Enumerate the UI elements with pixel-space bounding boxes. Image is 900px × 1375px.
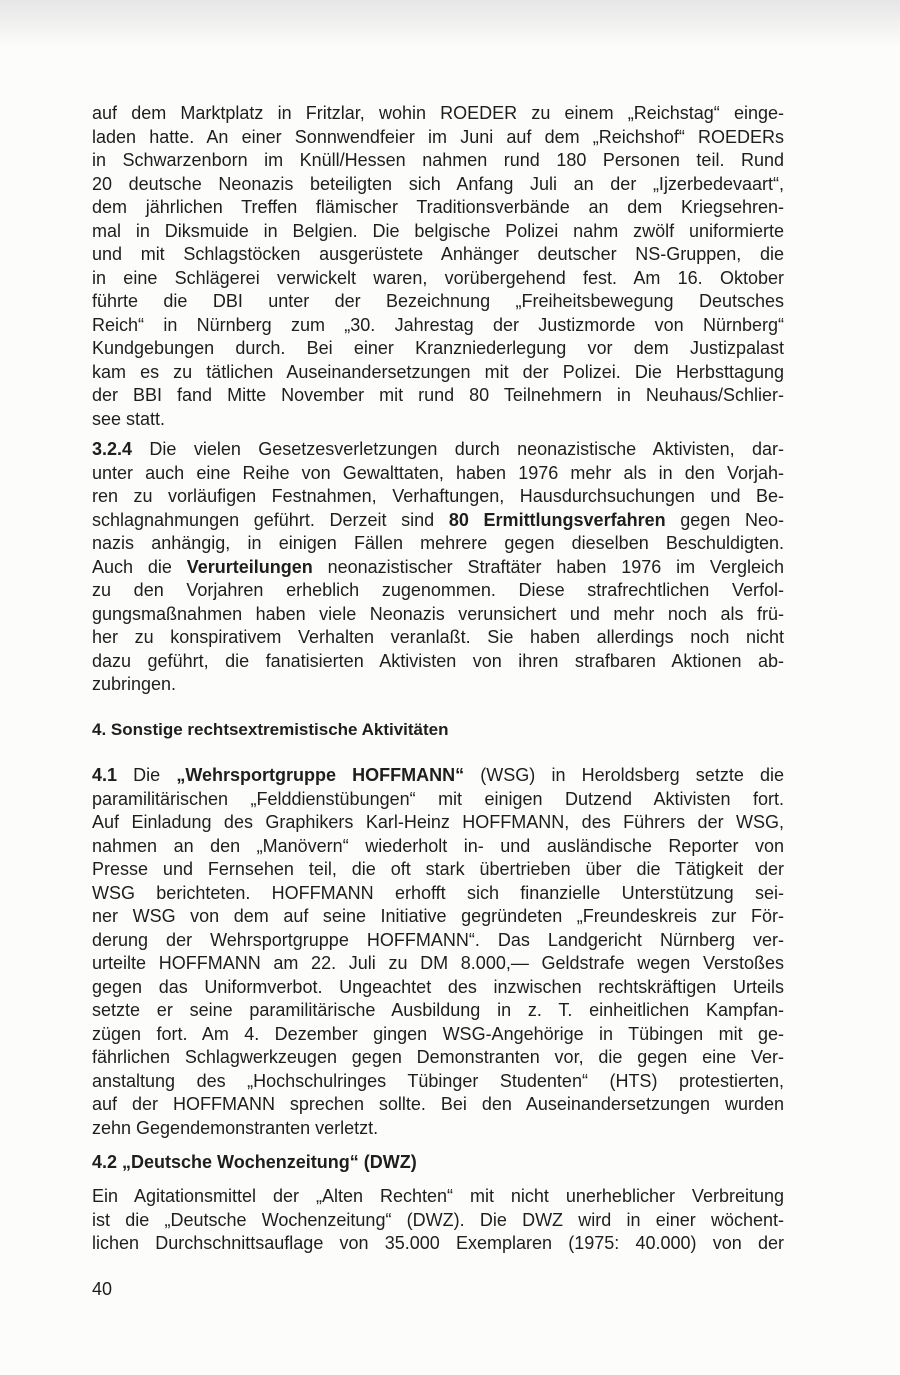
text-line: ner WSG von dem auf seine Initiative gegründeten „Freundeskreis zur För- — [92, 906, 784, 926]
text-line: nazis anhängig, in einigen Fällen mehrere gegen dieselben Beschuldigten. — [92, 533, 784, 553]
text-line: her zu konspirativem Verhalten veranlaßt. Sie haben allerdings noch nicht — [92, 627, 784, 647]
text-line: in eine Schlägerei verwickelt waren, vorübergehend fest. Am 16. Oktober — [92, 267, 784, 288]
text-line: see statt. — [92, 408, 166, 429]
text-segment: Die vielen Gesetzesverletzungen durch neonazistische Aktivisten, dar- — [132, 439, 784, 459]
text-line: 20 deutsche Neonazis beteiligten sich Anfang Juli an der „Ijzerbedevaart“, — [92, 173, 784, 194]
section-heading-4-2: 4.2 „Deutsche Wochenzeitung“ (DWZ) — [92, 1152, 417, 1172]
paragraph-3-2-4 — [92, 438, 784, 697]
section-heading-4: 4. Sonstige rechtsextremistische Aktivitäten — [92, 720, 449, 739]
text-line: derung der Wehrsportgruppe HOFFMANN“. Das Landgericht Nürnberg ver- — [92, 929, 784, 950]
text-line: urteilte HOFFMANN am 22. Juli zu DM 8.000,— Geldstrafe wegen Verstoßes — [92, 953, 784, 973]
paragraph-roeder-events — [92, 102, 784, 431]
text-line: Presse und Fernsehen teil, die oft stark übertrieben über die Tätigkeit der — [92, 859, 784, 879]
text-line: zügen fort. Am 4. Dezember gingen WSG-Angehörige in Tübingen mit ge- — [92, 1023, 784, 1044]
emphasis-text: „Wehrsportgruppe HOFFMANN“ — [176, 765, 465, 785]
text-line: unter auch eine Reihe von Gewalttaten, haben 1976 mehr als in den Vorjah- — [92, 462, 784, 483]
text-line: Ein Agitationsmittel der „Alten Rechten“ mit nicht unerheblicher Verbreitung — [92, 1186, 784, 1206]
text-line: paramilitärischen „Felddienstübungen“ mit einigen Dutzend Aktivisten fort. — [92, 788, 784, 809]
scan-shadow — [0, 0, 900, 48]
text-segment: neonazistischer Straftäter haben 1976 im Vergleich — [312, 556, 784, 577]
text-line: nahmen an den „Manövern“ wiederholt in- und ausländische Reporter von — [92, 835, 784, 856]
text-segment: (WSG) in Heroldsberg setzte die — [464, 765, 785, 785]
text-line: lichen Durchschnittsauflage von 35.000 Exemplaren (1975: 40.000) von der — [92, 1233, 784, 1253]
text-line: gegen das Uniformverbot. Ungeachtet des inzwischen rechtskräftigen Urteils — [92, 976, 784, 997]
text-line — [92, 764, 784, 788]
text-line: dazu geführt, die fanatisierten Aktivisten von ihren strafbaren Aktionen ab- — [92, 650, 784, 671]
text-line: kam es zu tätlichen Auseinandersetzungen mit der Polizei. Die Herbsttagung — [92, 361, 784, 382]
text-line: auf der HOFFMANN sprechen sollte. Bei den Auseinandersetzungen wurden — [92, 1094, 784, 1114]
text-line: Auf Einladung des Graphikers Karl-Heinz HOFFMANN, des Führers der WSG, — [92, 812, 784, 832]
text-line: zehn Gegendemonstranten verletzt. — [92, 1117, 379, 1138]
text-segment: Die — [117, 765, 177, 785]
text-line: anstaltung des „Hochschulringes Tübinger Studenten“ (HTS) protestierten, — [92, 1070, 784, 1091]
text-line: Kundgebungen durch. Bei einer Kranzniederlegung vor dem Justizpalast — [92, 338, 784, 358]
text-line: zu den Vorjahren erheblich zugenommen. Diese strafrechtlichen Verfol- — [92, 580, 784, 600]
paragraph-4-1 — [92, 764, 784, 1140]
section-number: 3.2.4 — [92, 439, 133, 459]
text-segment: schlagnahmungen geführt. Derzeit sind — [92, 509, 449, 530]
text-line: WSG berichteten. HOFFMANN erhofft sich finanzielle Unterstützung sei- — [92, 882, 784, 903]
paragraph-dwz — [92, 1185, 784, 1256]
text-line: zubringen. — [92, 674, 177, 694]
emphasis-text: 80 Ermittlungsverfahren — [448, 509, 666, 530]
text-line — [92, 556, 784, 580]
text-line: ist die „Deutsche Wochenzeitung“ (DWZ). Die DWZ wird in einer wöchent- — [92, 1209, 784, 1230]
text-line: ren zu vorläufigen Festnahmen, Verhaftungen, Hausdurchsuchungen und Be- — [92, 486, 784, 506]
text-line — [92, 438, 784, 462]
text-line: setzte er seine paramilitärische Ausbildung in z. T. einheitlichen Kampfan- — [92, 1000, 784, 1020]
text-line: und mit Schlagstöcken ausgerüstete Anhänger deutscher NS-Gruppen, die — [92, 244, 784, 264]
text-segment: gegen Neo- — [665, 509, 784, 530]
text-line: laden hatte. An einer Sonnwendfeier im Juni auf dem „Reichshof“ ROEDERs — [92, 126, 784, 147]
text-line: führte die DBI unter der Bezeichnung „Freiheitsbewegung Deutsches — [92, 291, 784, 311]
text-line: gungsmaßnahmen haben viele Neonazis verunsichert und mehr noch als frü- — [92, 603, 784, 624]
text-line: fährlichen Schlagwerkzeugen gegen Demonstranten vor, die gegen eine Ver- — [92, 1047, 784, 1067]
section-number: 4.1 — [92, 765, 118, 785]
text-segment: Auch die — [92, 556, 187, 577]
text-line: der BBI fand Mitte November mit rund 80 Teilnehmern in Neuhaus/Schlier- — [92, 385, 784, 405]
emphasis-text: Verurteilungen — [186, 556, 313, 577]
text-line: dem jährlichen Treffen flämischer Traditionsverbände an dem Kriegsehren- — [92, 197, 784, 217]
text-line: auf dem Marktplatz in Fritzlar, wohin ROEDER zu einem „Reichstag“ einge- — [92, 103, 784, 123]
text-line — [92, 509, 784, 533]
text-line: mal in Diksmuide in Belgien. Die belgische Polizei nahm zwölf uniformierte — [92, 220, 784, 241]
page-number: 40 — [92, 1279, 113, 1299]
text-line: Reich“ in Nürnberg zum „30. Jahrestag der Justizmorde von Nürnberg“ — [92, 314, 784, 335]
text-line: in Schwarzenborn im Knüll/Hessen nahmen rund 180 Personen teil. Rund — [92, 150, 784, 170]
